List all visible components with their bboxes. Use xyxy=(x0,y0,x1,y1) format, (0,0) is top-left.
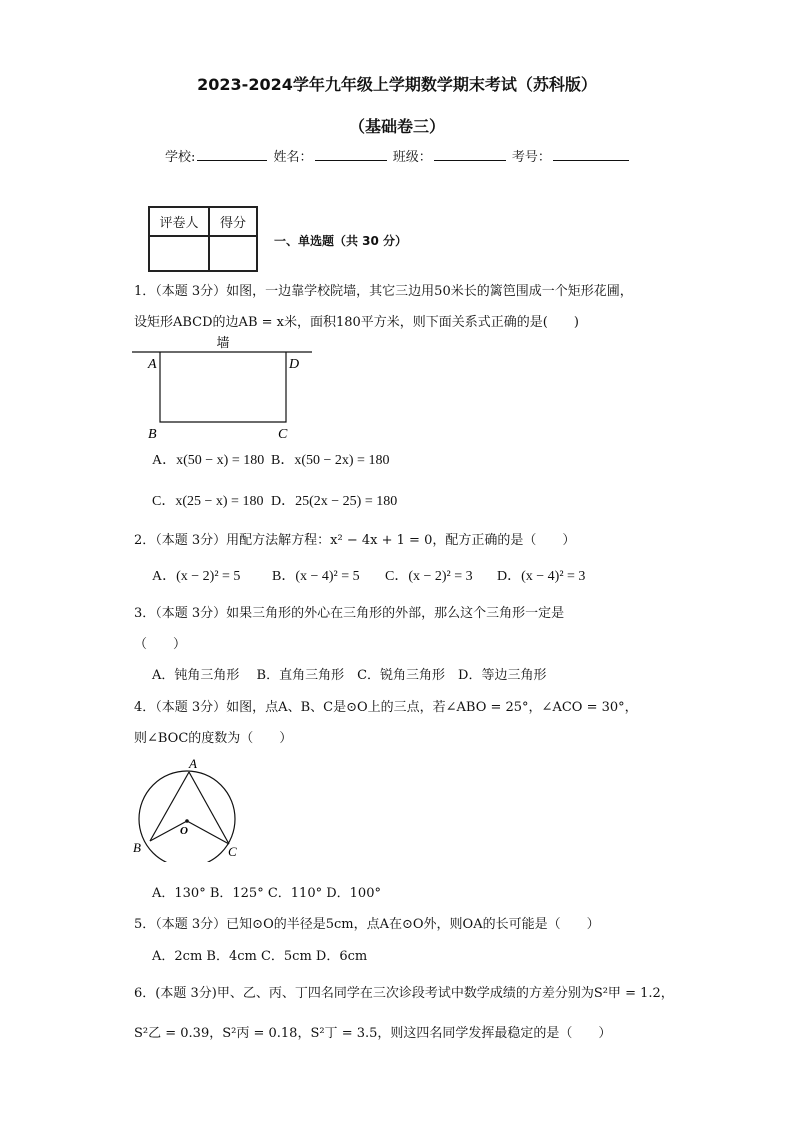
label-B: B xyxy=(148,427,157,442)
q2-option-b[interactable]: B．(x − 4)² = 5 xyxy=(272,569,360,584)
q1-option-d[interactable]: D．25(2x − 25) = 180 xyxy=(271,494,398,509)
q3-line1: 3．（本题 3分）如果三角形的外心在三角形的外部，那么这个三角形一定是 xyxy=(134,606,565,621)
q2-option-d[interactable]: D．(x − 4)² = 3 xyxy=(497,569,586,584)
q1-line2: 设矩形ABCD的边AB = x米，面积180平方米，则下面关系式正确的是( ) xyxy=(134,315,579,330)
q4-line2: 则∠BOC的度数为（ ） xyxy=(134,731,293,746)
class-field[interactable] xyxy=(434,148,506,161)
page-title: 2023-2024学年九年级上学期数学期末考试（苏科版） xyxy=(197,75,597,94)
label-D: D xyxy=(289,357,300,372)
info-line xyxy=(165,146,631,165)
school-label: 学校: xyxy=(165,150,196,165)
q3-options[interactable]: A．钝角三角形 B．直角三角形 C．锐角三角形 D．等边三角形 xyxy=(152,668,547,683)
q1-figure xyxy=(128,334,318,446)
name-label: 姓名： xyxy=(273,150,313,165)
label-A: A xyxy=(189,756,197,771)
q3-line2: （ ） xyxy=(134,637,187,652)
label-O: O xyxy=(180,825,188,837)
q2-option-c[interactable]: C．(x − 2)² = 3 xyxy=(385,569,473,584)
id-field[interactable] xyxy=(553,148,629,161)
q1-option-b[interactable]: B．x(50 − 2x) = 180 xyxy=(271,453,390,468)
school-field[interactable] xyxy=(197,148,267,161)
score-table xyxy=(148,206,258,272)
wall-label: 墙 xyxy=(216,335,230,350)
class-label: 班级： xyxy=(392,150,432,165)
section-title: 一、单选题（共 30 分） xyxy=(274,234,408,248)
score-cell[interactable] xyxy=(209,236,257,271)
q6-line1: 6．(本题 3分)甲、乙、丙、丁四名同学在三次诊段考试中数学成绩的方差分别为S²甲 = 1.2， xyxy=(134,986,674,1001)
q6-line2: S²乙 = 0.39，S²丙 = 0.18，S²丁 = 3.5，则这四名同学发挥最稳定的是（ ） xyxy=(134,1026,612,1041)
label-A: A xyxy=(148,357,157,372)
label-C: C xyxy=(278,427,288,442)
q2-line1: 2．（本题 3分）用配方法解方程：x² − 4x + 1 = 0，配方正确的是（ ） xyxy=(134,533,576,548)
q1-option-c[interactable]: C．x(25 − x) = 180 xyxy=(152,494,264,509)
q5-line1: 5．（本题 3分）已知⊙O的半径是5cm，点A在⊙O外，则OA的长可能是（ ） xyxy=(134,917,600,932)
name-field[interactable] xyxy=(315,148,387,161)
q5-options[interactable]: A．2cm B．4cm C．5cm D．6cm xyxy=(152,949,368,964)
q1-option-a[interactable]: A．x(50 − x) = 180 xyxy=(152,453,265,468)
q2-option-a[interactable]: A．(x − 2)² = 5 xyxy=(152,569,241,584)
score-header: 得分 xyxy=(209,207,257,236)
q4-options[interactable]: A．130° B．125° C．110° D．100° xyxy=(152,886,381,901)
center-point xyxy=(185,819,189,823)
circle-o xyxy=(139,771,235,862)
rectangle-abcd xyxy=(160,352,286,422)
q4-figure xyxy=(128,754,248,862)
grader-cell[interactable] xyxy=(149,236,209,271)
page-subtitle: （基础卷三） xyxy=(348,117,445,136)
id-label: 考号： xyxy=(511,150,551,165)
label-B: B xyxy=(133,840,141,855)
q1-line1: 1．（本题 3分）如图，一边靠学校院墙，其它三边用50米长的篱笆围成一个矩形花圃， xyxy=(134,284,633,299)
grader-header: 评卷人 xyxy=(149,207,209,236)
q4-line1: 4．（本题 3分）如图，点A、B、C是⊙O上的三点，若∠ABO = 25°，∠ACO = 30°， xyxy=(134,700,638,715)
label-C: C xyxy=(228,844,237,859)
